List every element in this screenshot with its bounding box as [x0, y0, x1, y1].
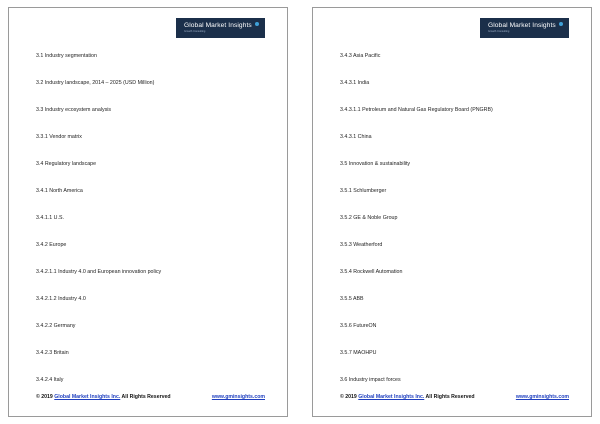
toc-item: 3.5.3 Weatherford	[340, 242, 383, 248]
page-footer	[36, 394, 265, 400]
toc-item: 3.4.1 North America	[36, 188, 83, 194]
company-logo	[176, 18, 265, 38]
logo-mark-icon	[559, 22, 563, 26]
toc-item: 3.4.2 Europe	[36, 242, 67, 248]
toc-item: 3.4.2.2 Germany	[36, 323, 76, 329]
toc-item: 3.5.4 Rockwell Automation	[340, 269, 403, 275]
copyright-text	[36, 394, 171, 400]
toc-item: 3.4.3 Asia Pacific	[340, 53, 381, 59]
logo-subtext: Growth Consulting	[184, 29, 206, 33]
page-footer	[340, 394, 569, 400]
toc-item: 3.6 Industry impact forces	[340, 377, 401, 383]
logo-mark-icon	[255, 22, 259, 26]
document-page-left	[8, 7, 288, 417]
logo-text: Global Market Insights	[488, 21, 556, 29]
toc-item: 3.3 Industry ecosystem analysis	[36, 107, 112, 113]
logo-subtext: Growth Consulting	[488, 29, 510, 33]
company-logo	[480, 18, 569, 38]
document-page-right	[312, 7, 592, 417]
toc-item: 3.4.1.1 U.S.	[36, 215, 64, 221]
website-link[interactable]: www.gminsights.com	[211, 394, 265, 400]
toc-item: 3.4.2.4 Italy	[36, 377, 64, 383]
brand-link[interactable]: Global Market Insights Inc.	[358, 394, 425, 400]
copyright-text	[340, 394, 475, 400]
toc-item: 3.4.3.1.1 Petroleum and Natural Gas Regulatory Board (PNGRB)	[340, 107, 493, 113]
toc-item: 3.5.2 GE & Noble Group	[340, 215, 398, 221]
toc-item: 3.5.1 Schlumberger	[340, 188, 387, 194]
copyright-year: © 2019	[340, 394, 357, 400]
toc-item: 3.4.2.1.2 Industry 4.0	[36, 296, 86, 302]
toc-item: 3.5.7 MAOHPU	[340, 350, 377, 356]
toc-item: 3.3.1 Vendor matrix	[36, 134, 82, 140]
brand-link[interactable]: Global Market Insights Inc.	[54, 394, 121, 400]
logo-text: Global Market Insights	[184, 21, 252, 29]
rights-text: All Rights Reserved	[424, 394, 475, 400]
toc-item: 3.4 Regulatory landscape	[36, 161, 97, 167]
toc-item: 3.5 Innovation & sustainability	[340, 161, 411, 167]
copyright-year: © 2019	[36, 394, 53, 400]
toc-item: 3.5.5 ABB	[340, 296, 364, 302]
toc-item: 3.4.3.1 China	[340, 134, 372, 140]
toc-item: 3.4.3.1 India	[340, 80, 370, 86]
toc-item: 3.5.6 FutureON	[340, 323, 377, 329]
toc-item: 3.4.2.1.1 Industry 4.0 and European innovation policy	[36, 269, 162, 275]
rights-text: All Rights Reserved	[120, 394, 171, 400]
toc-item: 3.2 Industry landscape, 2014 – 2025 (USD Million)	[36, 80, 155, 86]
toc-item: 3.1 Industry segmentation	[36, 53, 97, 59]
toc-item: 3.4.2.3 Britain	[36, 350, 69, 356]
website-link[interactable]: www.gminsights.com	[515, 394, 569, 400]
